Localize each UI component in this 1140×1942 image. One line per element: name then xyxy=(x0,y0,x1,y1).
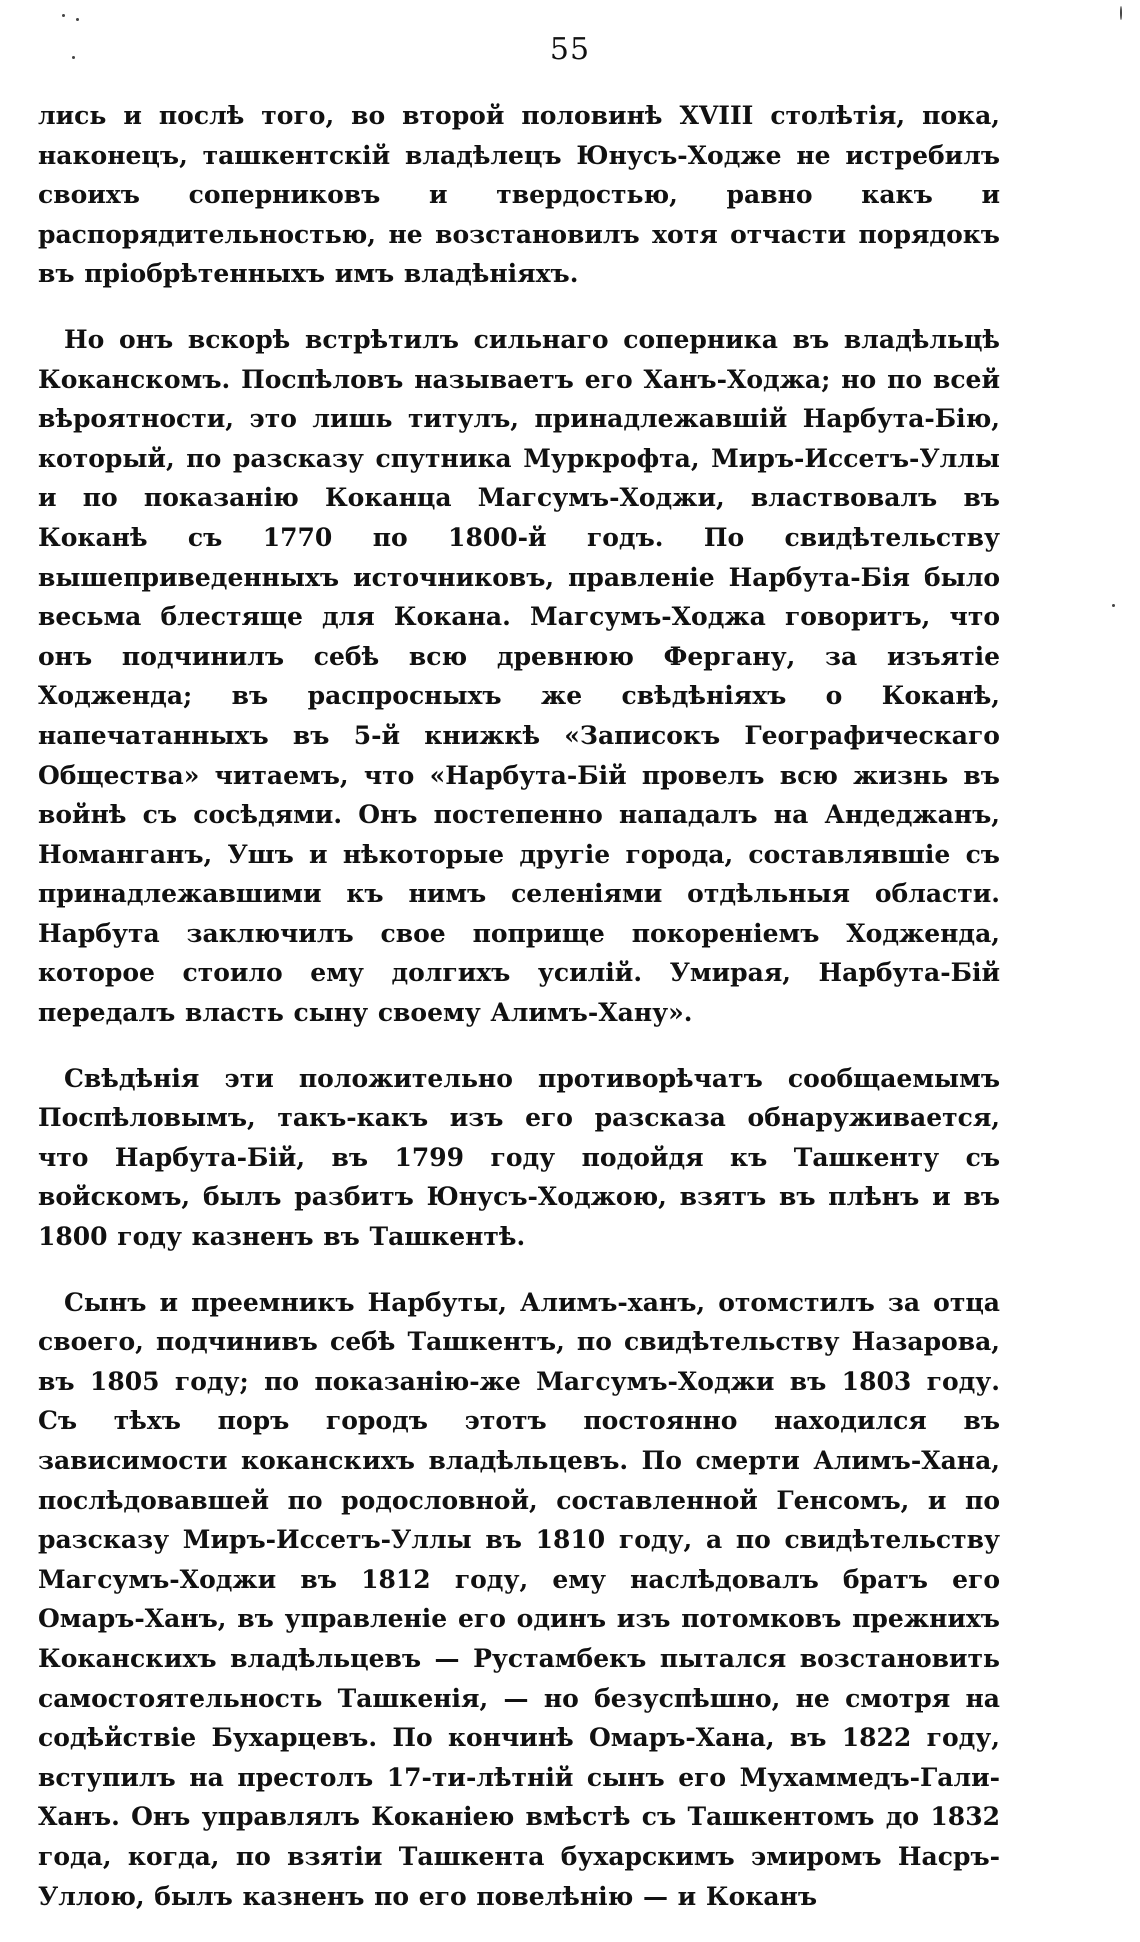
paragraph-2: Но онъ вскорѣ встрѣтилъ сильнаго соперника въ владѣльцѣ Кокансκомъ. Поспѣловъ называетъ его Ханъ-Ходжа; но по всей вѣроятности, это лишь титулъ, принадлежавшій Нарбута-Бію, который, по разсказу спутника Муркрофта, Миръ-Иссетъ-Уллы и по показанію Коканца Магсумъ-Ходжи, властвовалъ въ Коканѣ съ 1770 по 1800-й годъ. По свидѣтельству вышеприведенныхъ источниковъ, правленіе Нарбута-Бія было весьма блестяще для Кокана. Магсумъ-Ходжа говоритъ, что онъ подчинилъ себѣ всю древнюю Фергану, за изъятіе Ходженда; въ распросныхъ же свѣдѣніяхъ о Коканѣ, напечатанныхъ въ 5-й книжкѣ «Записокъ Географическаго Общества» читаемъ, что «Нарбута-Бій провелъ всю жизнь въ войнѣ съ сосѣдями. Онъ постепенно нападалъ на Андеджанъ, Номанганъ, Ушъ и нѣкоторые другіе города, составлявшіе съ принадлежавшими къ нимъ селеніями отдѣльныя области. Нарбута заключилъ свое поприще покореніемъ Ходженда, которое стоило ему долгихъ усилій. Умирая, Нарбута-Бій передалъ власть сыну своему Алимъ-Хану». xyxy=(38,324,1000,1028)
scan-speck xyxy=(62,14,65,17)
scan-speck xyxy=(1120,6,1122,20)
paragraph-1: лись и послѣ того, во второй половинѣ XVIII столѣтія, пока, наконецъ, ташкентскій владѣлецъ Юнусъ-Ходже не истребилъ своихъ соперниковъ и твердостью, равно какъ и распорядительностью, не возстановилъ хотя отчасти порядокъ въ пріобрѣтенныхъ имъ владѣніяхъ. xyxy=(38,101,1000,289)
paragraph-3: Свѣдѣнія эти положительно противорѣчатъ сообщаемымъ Поспѣловымъ, такъ-какъ изъ его разсказа обнаруживается, что Нарбута-Бій, въ 1799 году подойдя къ Ташкенту съ войскомъ, былъ разбитъ Юнусъ-Ходжою, взятъ въ плѣнъ и въ 1800 году казненъ въ Ташкентѣ. xyxy=(38,1063,1000,1252)
scan-speck xyxy=(76,18,79,21)
scan-speck xyxy=(1112,604,1115,607)
body-text xyxy=(38,96,1000,1942)
paragraph-4: Сынъ и преемникъ Нарбуты, Алимъ-ханъ, отомстилъ за отца своего, подчинивъ себѣ Ташкентъ, по свидѣтельству Назарова, въ 1805 году; по показанію-же Магсумъ-Ходжи въ 1803 году. Съ тѣхъ поръ городъ этотъ постоянно находился въ зависимости кокансκихъ владѣльцевъ. По смерти Алимъ-Хана, послѣдовавшей по родословной, составленной Генсомъ, и по разсказу Миръ-Иссетъ-Уллы въ 1810 году, а по свидѣтельству Магсумъ-Ходжи въ 1812 году, ему наслѣдовалъ братъ его Омаръ-Ханъ, въ управленіе его одинъ изъ потомковъ прежнихъ Кокансκихъ владѣльцевъ — Рустамбекъ пытался возстановить самостоятельность Ташкенія, — но безуспѣшно, не смотря на содѣйствіе Бухарцевъ. По кончинѣ Омаръ-Хана, въ 1822 году, вступилъ на престолъ 17-ти-лѣтній сынъ его Мухаммедъ-Гали-Ханъ. Онъ управлялъ Коканіею вмѣстѣ съ Ташкентомъ до 1832 года, когда, по взятіи Ташкента бухарскимъ эмиромъ Насръ-Уллою, былъ казненъ по его повелѣнію — и Коканъ xyxy=(38,1287,1000,1911)
page-number: 55 xyxy=(549,32,591,67)
